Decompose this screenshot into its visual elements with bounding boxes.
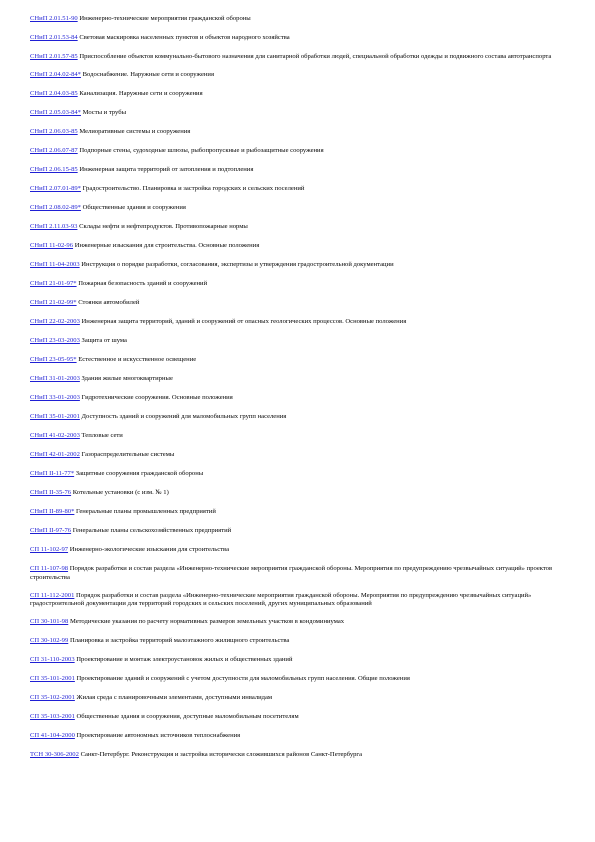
document-code-link[interactable]: СНиП 21-01-97* xyxy=(30,280,77,288)
document-code-link[interactable]: СНиП 2.04.03-85 xyxy=(30,90,78,98)
document-entry xyxy=(30,71,575,79)
document-title: Общественные здания и сооружения, доступные маломобильным посетителям xyxy=(76,713,299,721)
document-code-link[interactable]: СНиП 2.01.53-84 xyxy=(30,34,78,41)
document-entry xyxy=(30,356,575,364)
document-title: Инженерная защита территорий от затопления и подтопления xyxy=(79,166,254,174)
document-entry xyxy=(30,261,575,269)
document-title: Жилая среда с планировочными элементами, доступными инвалидам xyxy=(76,694,273,702)
document-title: Инженерная защита территорий, зданий и сооружений от опасных геологических процессов. Основные положения xyxy=(81,318,407,326)
document-code-link[interactable]: СНиП 23-05-95* xyxy=(30,356,77,364)
document-entry xyxy=(30,90,575,98)
document-code-link[interactable]: СП 41-104-2000 xyxy=(30,732,75,740)
document-title: Мосты и трубы xyxy=(82,109,127,117)
document-entry xyxy=(30,53,575,61)
document-entry xyxy=(30,166,575,174)
document-entry xyxy=(30,15,575,23)
document-code-link[interactable]: СП 11-102-97 xyxy=(30,546,69,554)
document-title: Газораспределительные системы xyxy=(81,451,175,459)
document-code-link[interactable]: СП 35-101-2001 xyxy=(30,675,75,683)
document-code-link[interactable]: СП 30-101-98 xyxy=(30,618,69,626)
document-code-link[interactable]: СНиП 11-02-96 xyxy=(30,242,74,250)
document-code-link[interactable]: ТСН 30-306-2002 xyxy=(30,751,79,759)
document-title: Порядок разработки и состав раздела «Инженерно-технические мероприятия гражданской обороны. Мероприятия по предупреждению чрезвычайных ситуаций» проектов строительства xyxy=(30,565,553,581)
document-code-link[interactable]: СП 35-102-2001 xyxy=(30,694,75,702)
document-title: Методические указания по расчету нормативных размеров земельных участков в кондоминиумах xyxy=(69,618,345,626)
document-entry xyxy=(30,656,575,664)
document-entry xyxy=(30,470,575,478)
document-code-link[interactable]: СНиП II-35-76 xyxy=(30,489,72,497)
document-code-link[interactable]: СНиП 23-03-2003 xyxy=(30,337,80,345)
document-code-link[interactable]: СНиП 2.07.01-89* xyxy=(30,185,81,193)
document-entry xyxy=(30,637,575,645)
document-code-link[interactable]: СП 30-102-99 xyxy=(30,637,69,645)
document-entry xyxy=(30,413,575,421)
document-title: Гидротехнические сооружения. Основные положения xyxy=(81,394,233,402)
document-title: Подпорные стены, судоходные шлюзы, рыбопропускные и рыбозащитные сооружения xyxy=(79,147,324,155)
document-title: Доступность зданий и сооружений для маломобильных групп населения xyxy=(81,413,287,421)
document-entry xyxy=(30,751,575,759)
document-entry xyxy=(30,109,575,117)
document-title: Защитные сооружения гражданской обороны xyxy=(75,470,204,478)
document-entry xyxy=(30,694,575,702)
document-entry xyxy=(30,489,575,497)
document-code-link[interactable]: СП 11-112-2001 xyxy=(30,591,75,599)
document-code-link[interactable]: СП 31-110-2003 xyxy=(30,656,75,664)
document-code-link[interactable]: СП 11-107-98 xyxy=(30,565,69,573)
document-entry xyxy=(30,618,575,626)
document-code-link[interactable]: СНиП 2.06.15-85 xyxy=(30,166,78,174)
document-code-link[interactable]: СНиП II-11-77* xyxy=(30,470,75,478)
document-code-link[interactable]: СНиП 2.01.57-85 xyxy=(30,53,78,60)
document-entry xyxy=(30,394,575,402)
document-code-link[interactable]: СНиП 41-02-2003 xyxy=(30,432,80,440)
document-code-link[interactable]: СНиП 35-01-2001 xyxy=(30,413,80,421)
document-entry xyxy=(30,713,575,721)
document-code-link[interactable]: СНиП 2.06.03-85 xyxy=(30,128,78,136)
document-title: Мелиоративные системы и сооружения xyxy=(79,128,191,136)
document-title: Световая маскировка населенных пунктов и объектов народного хозяйства xyxy=(79,34,290,41)
document-entry xyxy=(30,223,575,231)
document-code-link[interactable]: СНиП 31-01-2003 xyxy=(30,375,80,383)
document-code-link[interactable]: СНиП 2.11.03-93 xyxy=(30,223,78,231)
document-title: Планировка и застройка территорий малоэтажного жилищного строительства xyxy=(69,637,290,645)
document-title: Общественные здания и сооружения xyxy=(82,204,186,212)
document-entry xyxy=(30,732,575,740)
document-title: Градостроительство. Планировка и застройка городских и сельских поселений xyxy=(82,185,305,193)
document-title: Санкт-Петербург. Реконструкция и застройка исторически сложившихся районов Санкт-Петербурга xyxy=(80,751,363,759)
document-title: Проектирование автономных источников теплоснабжения xyxy=(76,732,241,740)
document-title: Инженерно-технические мероприятия гражданской обороны xyxy=(79,15,251,22)
document-title: Защита от шума xyxy=(81,337,127,345)
document-title: Пожарная безопасность зданий и сооружений xyxy=(78,280,208,288)
document-title: Инженерно-экологические изыскания для строительства xyxy=(69,546,229,554)
document-title: Генеральные планы промышленных предприятий xyxy=(76,508,216,516)
document-entry xyxy=(30,675,575,683)
document-code-link[interactable]: СНиП II-97-76 xyxy=(30,527,72,535)
document-code-link[interactable]: СНиП 21-02-99* xyxy=(30,299,77,307)
document-code-link[interactable]: СНиП 33-01-2003 xyxy=(30,394,80,402)
document-entry xyxy=(30,527,575,535)
document-entry xyxy=(30,204,575,212)
document-entry xyxy=(30,280,575,288)
document-code-link[interactable]: СНиП 2.06.07-87 xyxy=(30,147,78,155)
document-entry xyxy=(30,299,575,307)
document-title: Проектирование зданий и сооружений с учетом доступности для маломобильных групп населения. Общие положения xyxy=(76,675,410,683)
document-code-link[interactable]: СНиП II-89-80* xyxy=(30,508,75,516)
document-entry xyxy=(30,318,575,326)
document-code-link[interactable]: СНиП 22-02-2003 xyxy=(30,318,80,326)
document-title: Котельные установки (с изм. № 1) xyxy=(72,489,169,497)
document-entry xyxy=(30,185,575,193)
document-code-link[interactable]: СНиП 2.05.03-84* xyxy=(30,109,81,117)
document-entry xyxy=(30,128,575,136)
document-title: Стоянки автомобилей xyxy=(78,299,140,307)
document-title: Проектирование и монтаж электроустановок жилых и общественных зданий xyxy=(76,656,293,664)
document-entry xyxy=(30,432,575,440)
document-entry xyxy=(30,565,575,582)
document-code-link[interactable]: СНиП 2.01.51-90 xyxy=(30,15,78,22)
document-title: Склады нефти и нефтепродуктов. Противопожарные нормы xyxy=(79,223,248,231)
document-entry xyxy=(30,242,575,250)
document-title: Тепловые сети xyxy=(81,432,123,440)
document-entry xyxy=(30,546,575,554)
document-code-link[interactable]: СНиП 2.04.02-84* xyxy=(30,71,81,79)
document-title: Порядок разработки и состав раздела «Инженерно-технические мероприятия гражданской обороны. Мероприятия по предупреждению чрезвычайных ситуаций» градостроительной документации для территорий городских и сельских поселений, других муниципальных образований xyxy=(30,591,532,608)
document-title: Водоснабжение. Наружные сети и сооружения xyxy=(82,71,214,79)
document-code-link[interactable]: СНиП 11-04-2003 xyxy=(30,261,80,269)
document-code-link[interactable]: СНиП 2.08.02-89* xyxy=(30,204,81,212)
document-title: Естественное и искусственное освещение xyxy=(78,356,197,364)
document-entry xyxy=(30,451,575,459)
document-title: Генеральные планы сельскохозяйственных предприятий xyxy=(72,527,232,535)
document-title: Канализация. Наружные сети и сооружения xyxy=(79,90,203,98)
document-code-link[interactable]: СП 35-103-2001 xyxy=(30,713,75,721)
document-entry xyxy=(30,147,575,155)
document-entry xyxy=(30,592,575,609)
document-title: Инструкция о порядке разработки, согласования, экспертизы и утверждения градостроительной документации xyxy=(81,261,394,269)
document-entry xyxy=(30,337,575,345)
document-title: Инженерные изыскания для строительства. Основные положения xyxy=(74,242,260,250)
document-entry xyxy=(30,375,575,383)
document-title: Приспособление объектов коммунально-бытового назначения для санитарной обработки людей, специальной обработки одежды и подвижного состава автотранспорта xyxy=(79,53,552,60)
document-entry xyxy=(30,508,575,516)
document-code-link[interactable]: СНиП 42-01-2002 xyxy=(30,451,80,459)
document-title: Здания жилые многоквартирные xyxy=(81,375,173,383)
document-entry xyxy=(30,34,575,42)
